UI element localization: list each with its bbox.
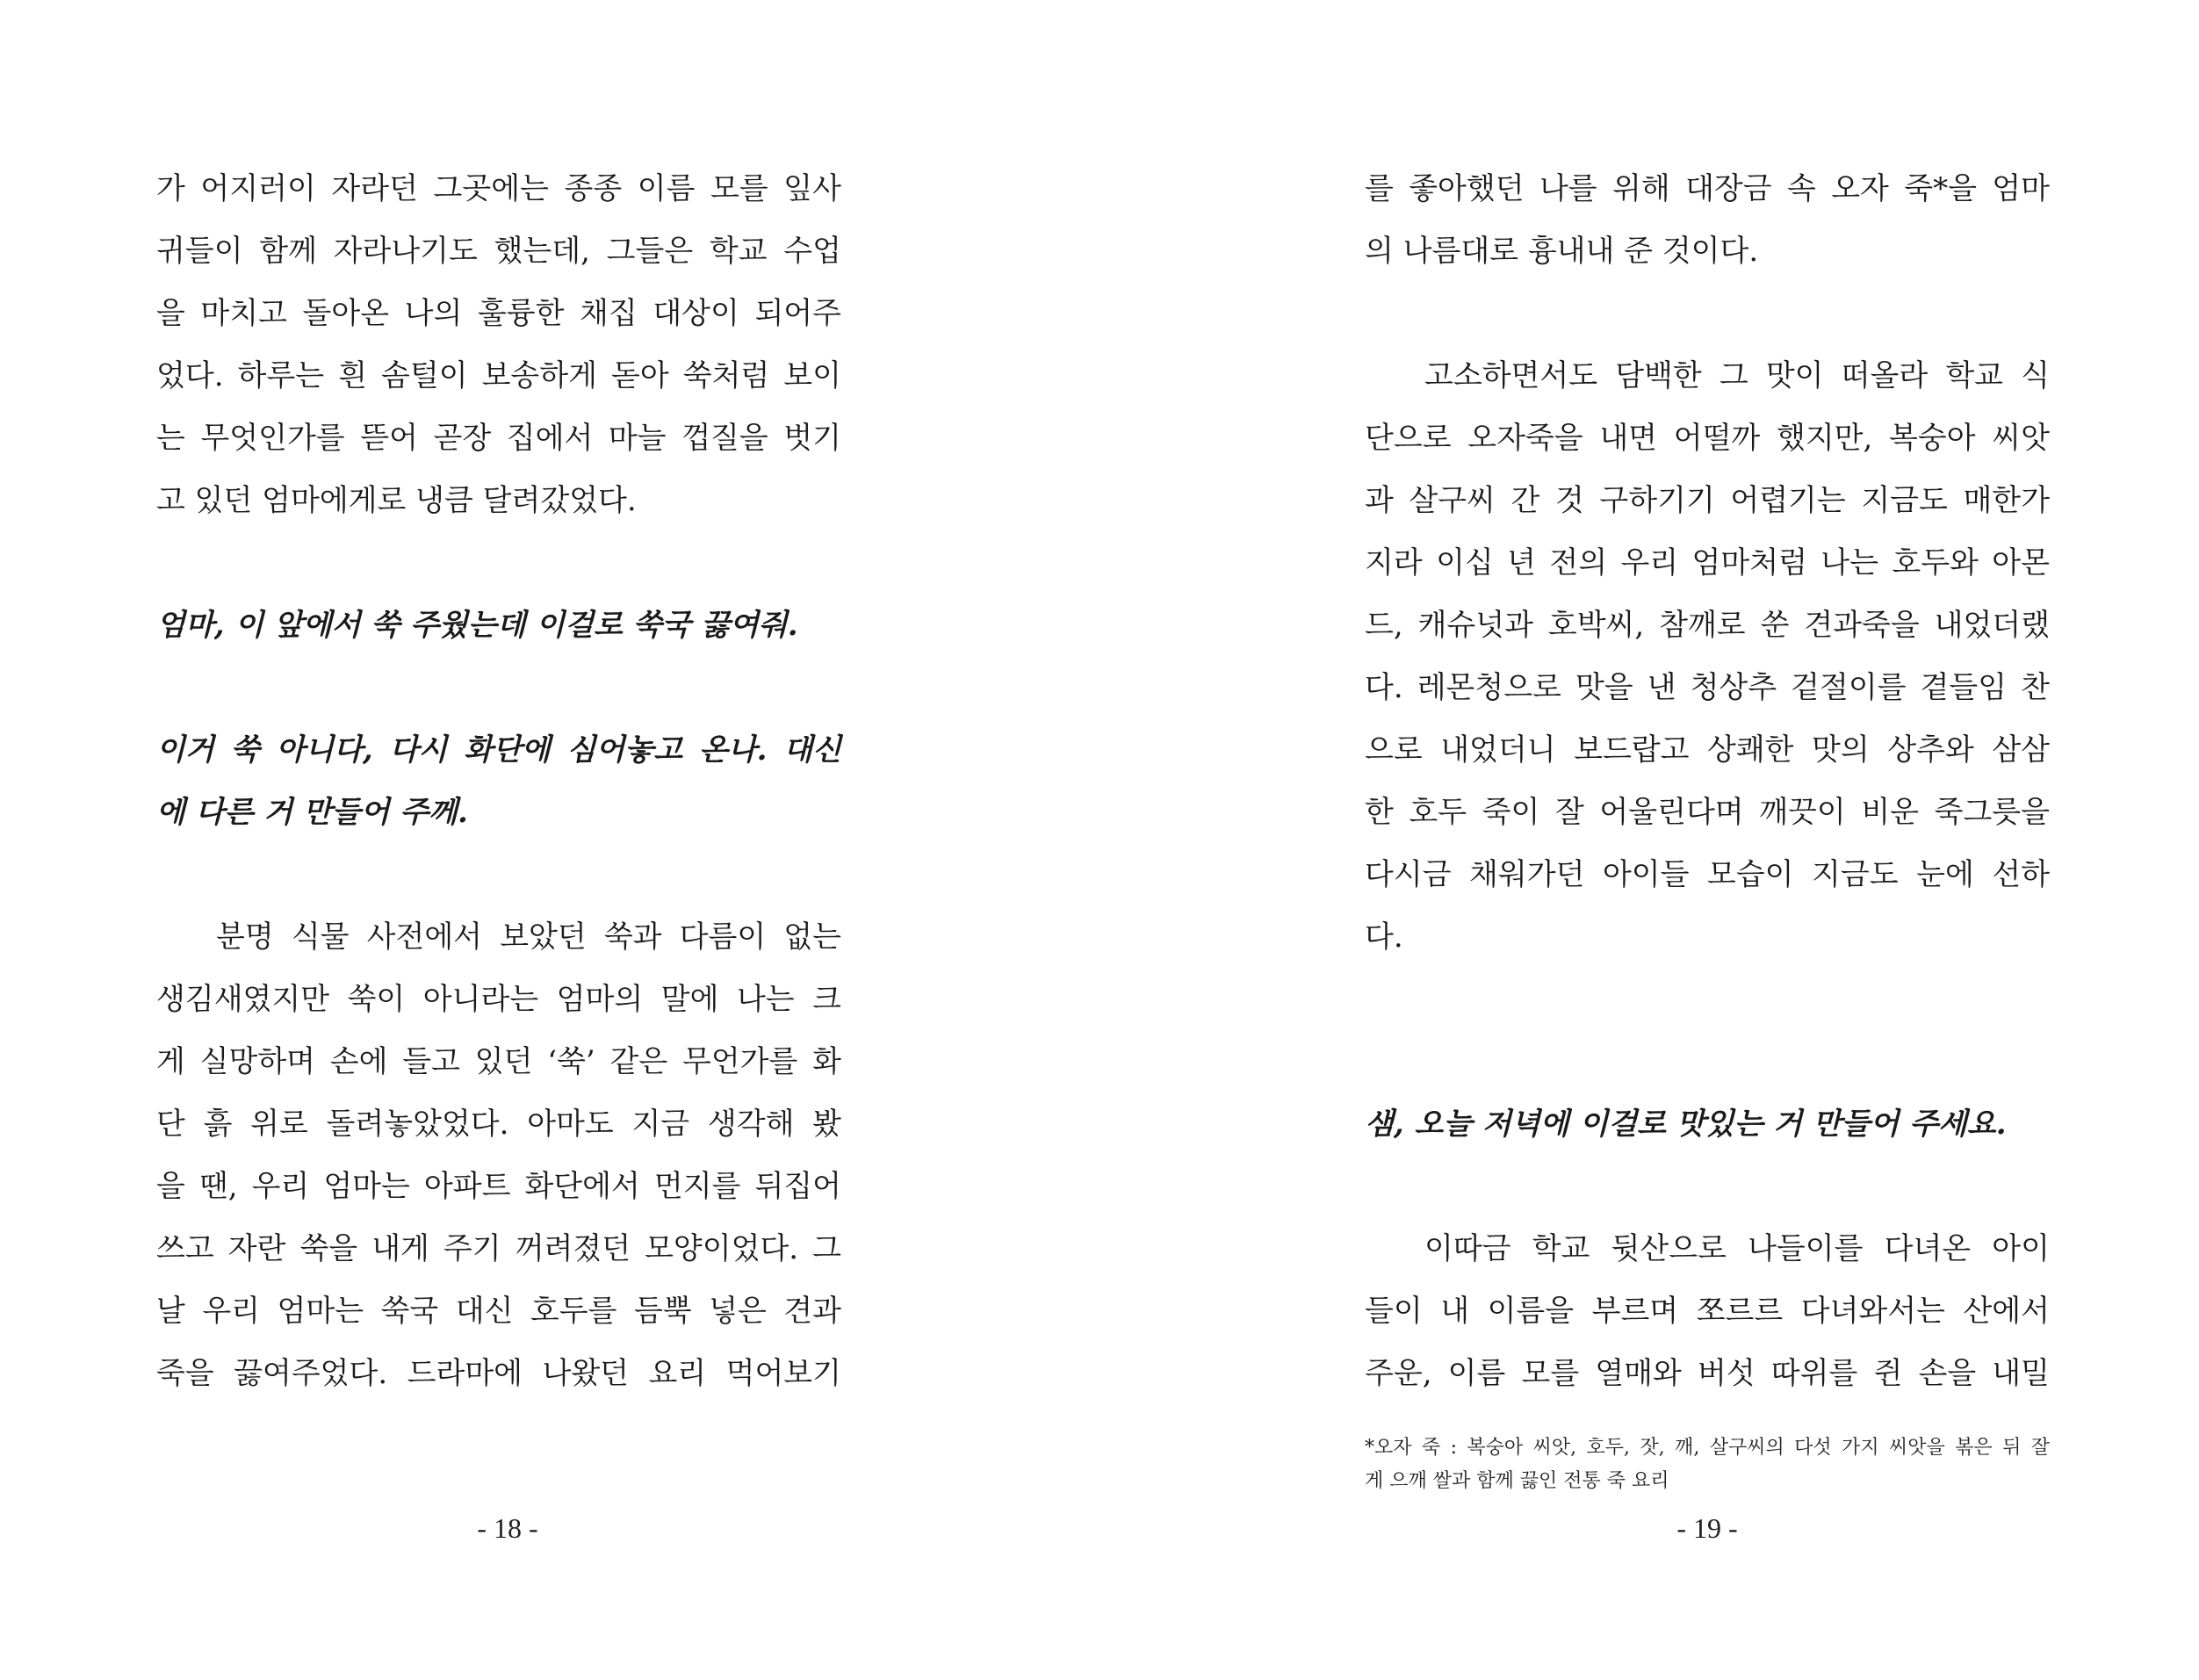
text-line: 날 우리 엄마는 쑥국 대신 호두를 듬뿍 넣은 견과 [156, 1294, 841, 1329]
text-line: 가 어지러이 자라던 그곳에는 종종 이름 모를 잎사 [156, 171, 841, 206]
text-line: 게 실망하며 손에 들고 있던 ‘쑥’ 같은 무언가를 화 [156, 1044, 841, 1079]
dialogue-line: 이거 쑥 아니다, 다시 화단에 심어놓고 온나. 대신 [156, 732, 841, 768]
text-line: 다시금 채워가던 아이들 모습이 지금도 눈에 선하 [1365, 857, 2050, 892]
text-line: 생김새였지만 쑥이 아니라는 엄마의 말에 나는 크 [156, 982, 841, 1017]
dialogue-line: 샘, 오늘 저녁에 이걸로 맛있는 거 만들어 주세요. [1365, 1107, 2007, 1142]
text-line: 쓰고 자란 쑥을 내게 주기 꺼려졌던 모양이었다. 그 [156, 1231, 841, 1266]
text-line: 단 흙 위로 돌려놓았었다. 아마도 지금 생각해 봤 [156, 1107, 841, 1142]
dialogue-line: 에 다른 거 만들어 주께. [156, 795, 468, 830]
text-line: 단으로 오자죽을 내면 어떨까 했지만, 복숭아 씨앗 [1365, 421, 2050, 456]
left-dialogue-1 [156, 595, 841, 657]
page-number: - 18 - [477, 1512, 538, 1544]
right-page [1100, 0, 2199, 1680]
footnote-line: 게 으깨 쌀과 함께 끓인 전통 죽 요리 [1365, 1470, 1669, 1492]
text-line: 는 무엇인가를 뜯어 곧장 집에서 마늘 껍질을 벗기 [156, 421, 841, 456]
text-line: 을 땐, 우리 엄마는 아파트 화단에서 먼지를 뒤집어 [156, 1169, 841, 1204]
text-line: 이따금 학교 뒷산으로 나들이를 다녀온 아이 [1424, 1231, 2050, 1266]
footnote [1365, 1431, 2050, 1498]
left-dialogue-2 [156, 719, 841, 844]
dialogue-line: 엄마, 이 앞에서 쑥 주웠는데 이걸로 쑥국 끓여줘. [156, 608, 798, 643]
text-line: 죽을 끓여주었다. 드라마에 나왔던 요리 먹어보기 [156, 1356, 841, 1391]
text-line: 를 좋아했던 나를 위해 대장금 속 오자 죽*을 엄마 [1365, 171, 2050, 206]
page-number: - 19 - [1676, 1512, 1738, 1544]
text-line: 다. 레몬청으로 맛을 낸 청상추 겉절이를 곁들임 찬 [1365, 670, 2050, 705]
text-line: 을 마치고 돌아온 나의 훌륭한 채집 대상이 되어주 [156, 296, 841, 331]
right-paragraph-3 [1365, 1218, 2050, 1405]
text-line: 지라 이십 년 전의 우리 엄마처럼 나는 호두와 아몬 [1365, 545, 2050, 580]
text-line: 고소하면서도 담백한 그 맛이 떠올라 학교 식 [1424, 358, 2050, 393]
text-line: 귀들이 함께 자라나기도 했는데, 그들은 학교 수업 [156, 234, 841, 269]
right-paragraph-2 [1365, 345, 2050, 969]
text-line: 으로 내었더니 보드랍고 상쾌한 맛의 상추와 삼삼 [1365, 732, 2050, 768]
text-line: 들이 내 이름을 부르며 쪼르르 다녀와서는 산에서 [1365, 1294, 2050, 1329]
text-line: 었다. 하루는 흰 솜털이 보송하게 돋아 쑥처럼 보이 [156, 358, 841, 393]
text-line: 한 호두 죽이 잘 어울린다며 깨끗이 비운 죽그릇을 [1365, 795, 2050, 830]
left-paragraph-2 [156, 906, 841, 1405]
left-text-column [156, 158, 841, 1405]
text-line: 다. [1365, 919, 1403, 955]
text-line: 분명 식물 사전에서 보았던 쑥과 다름이 없는 [216, 919, 841, 955]
text-line: 주운, 이름 모를 열매와 버섯 따위를 쥔 손을 내밀 [1365, 1356, 2050, 1391]
right-dialogue-1 [1365, 1093, 2050, 1156]
text-line: 고 있던 엄마에게로 냉큼 달려갔었다. [156, 483, 637, 518]
right-text-column [1365, 158, 2050, 1405]
footnote-line: *오자 죽 : 복숭아 씨앗, 호두, 잣, 깨, 살구씨의 다섯 가지 씨앗을 볶은 뒤 잘 [1365, 1437, 2050, 1459]
left-paragraph-1 [156, 158, 841, 532]
text-line: 의 나름대로 흉내내 준 것이다. [1365, 234, 1759, 269]
text-line: 과 살구씨 간 것 구하기기 어렵기는 지금도 매한가 [1365, 483, 2050, 518]
right-paragraph-1 [1365, 158, 2050, 283]
text-line: 드, 캐슈넛과 호박씨, 참깨로 쑨 견과죽을 내었더랬 [1365, 608, 2050, 643]
